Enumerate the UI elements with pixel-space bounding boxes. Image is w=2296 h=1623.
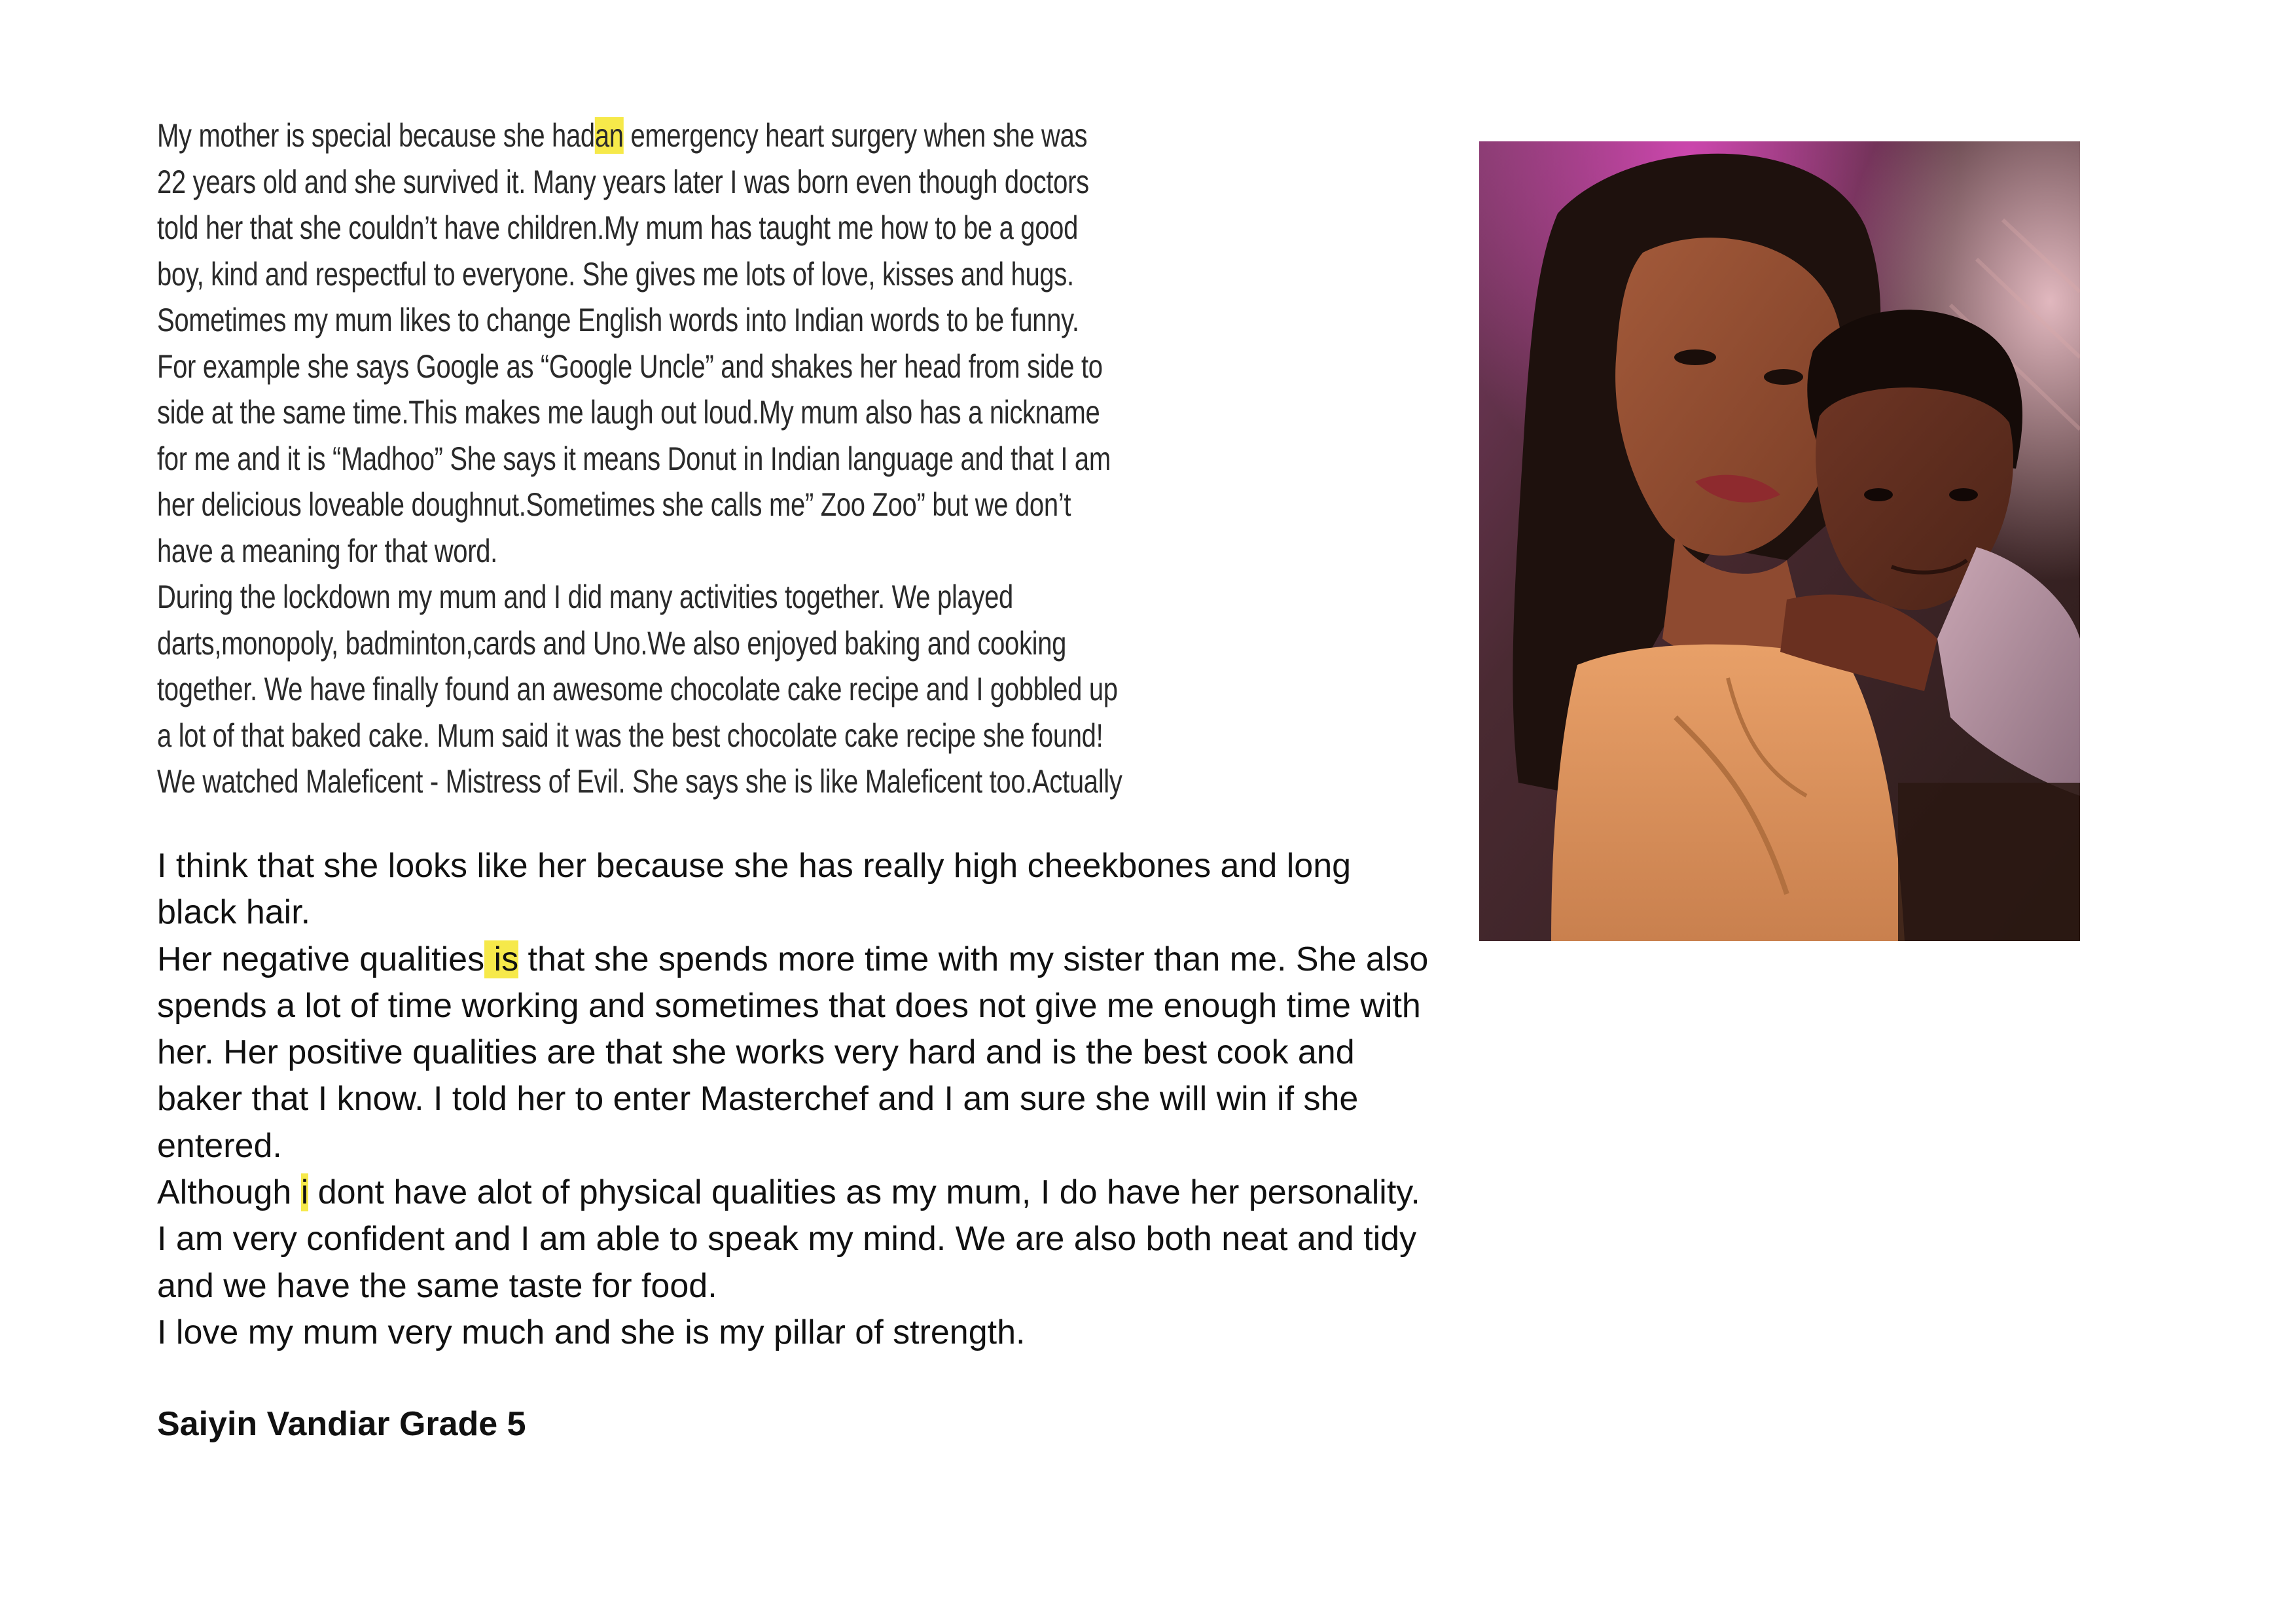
body-line: spends a lot of time working and sometimes that does not give me enough time with — [157, 986, 1421, 1025]
body-line: I think that she looks like her because she has really high cheekbones and long — [157, 847, 1352, 885]
intro-line: My mother is special because she hadan emergency heart surgery when she was — [157, 117, 1088, 154]
intro-line: During the lockdown my mum and I did many activities together. We played — [157, 579, 1013, 615]
body-line: Her negative qualities is that she spends more time with my sister than me. She also — [157, 940, 1429, 978]
intro-paragraph — [157, 113, 1178, 805]
photo-illustration — [1479, 141, 2080, 941]
body-line: and we have the same taste for food. — [157, 1266, 717, 1305]
intro-line: together. We have finally found an awesome chocolate cake recipe and I gobbled up — [157, 671, 1118, 707]
intro-line: side at the same time.This makes me laugh out loud.My mum also has a nickname — [157, 394, 1100, 431]
mother-son-photo — [1479, 141, 2080, 941]
body-line: I love my mum very much and she is my pillar of strength. — [157, 1313, 1026, 1351]
intro-line: 22 years old and she survived it. Many years later I was born even though doctors — [157, 163, 1089, 200]
intro-line: We watched Maleficent - Mistress of Evil. She says she is like Maleficent too.Actually — [157, 763, 1122, 800]
author-signature: Saiyin Vandiar Grade 5 — [157, 1405, 526, 1443]
main-paragraph — [157, 843, 1466, 1356]
intro-line: for me and it is “Madhoo” She says it means Donut in Indian language and that I am — [157, 440, 1111, 477]
body-line: her. Her positive qualities are that she works very hard and is the best cook and — [157, 1033, 1355, 1072]
intro-line: darts,monopoly, badminton,cards and Uno.We also enjoyed baking and cooking — [157, 624, 1067, 662]
highlighted-word: is — [484, 940, 519, 978]
intro-line: a lot of that baked cake. Mum said it was the best chocolate cake recipe she found! — [157, 717, 1103, 754]
body-line: entered. — [157, 1126, 282, 1165]
intro-line: Sometimes my mum likes to change English words into Indian words to be funny. — [157, 302, 1079, 338]
highlighted-word: i — [300, 1173, 309, 1212]
body-line: black hair. — [157, 893, 311, 932]
body-line: baker that I know. I told her to enter Masterchef and I am sure she will win if she — [157, 1080, 1359, 1118]
highlighted-word: an — [594, 117, 624, 154]
intro-line: have a meaning for that word. — [157, 532, 497, 569]
intro-line: told her that she couldn’t have children.My mum has taught me how to be a good — [157, 209, 1078, 246]
intro-line: her delicious loveable doughnut.Sometimes she calls me” Zoo Zoo” but we don’t — [157, 486, 1071, 523]
intro-line: boy, kind and respectful to everyone. She gives me lots of love, kisses and hugs. — [157, 255, 1074, 293]
body-line: Although i dont have alot of physical qualities as my mum, I do have her personality. — [157, 1173, 1420, 1212]
body-line: I am very confident and I am able to speak my mind. We are also both neat and tidy — [157, 1220, 1417, 1258]
intro-line: For example she says Google as “Google Uncle” and shakes her head from side to — [157, 348, 1103, 385]
